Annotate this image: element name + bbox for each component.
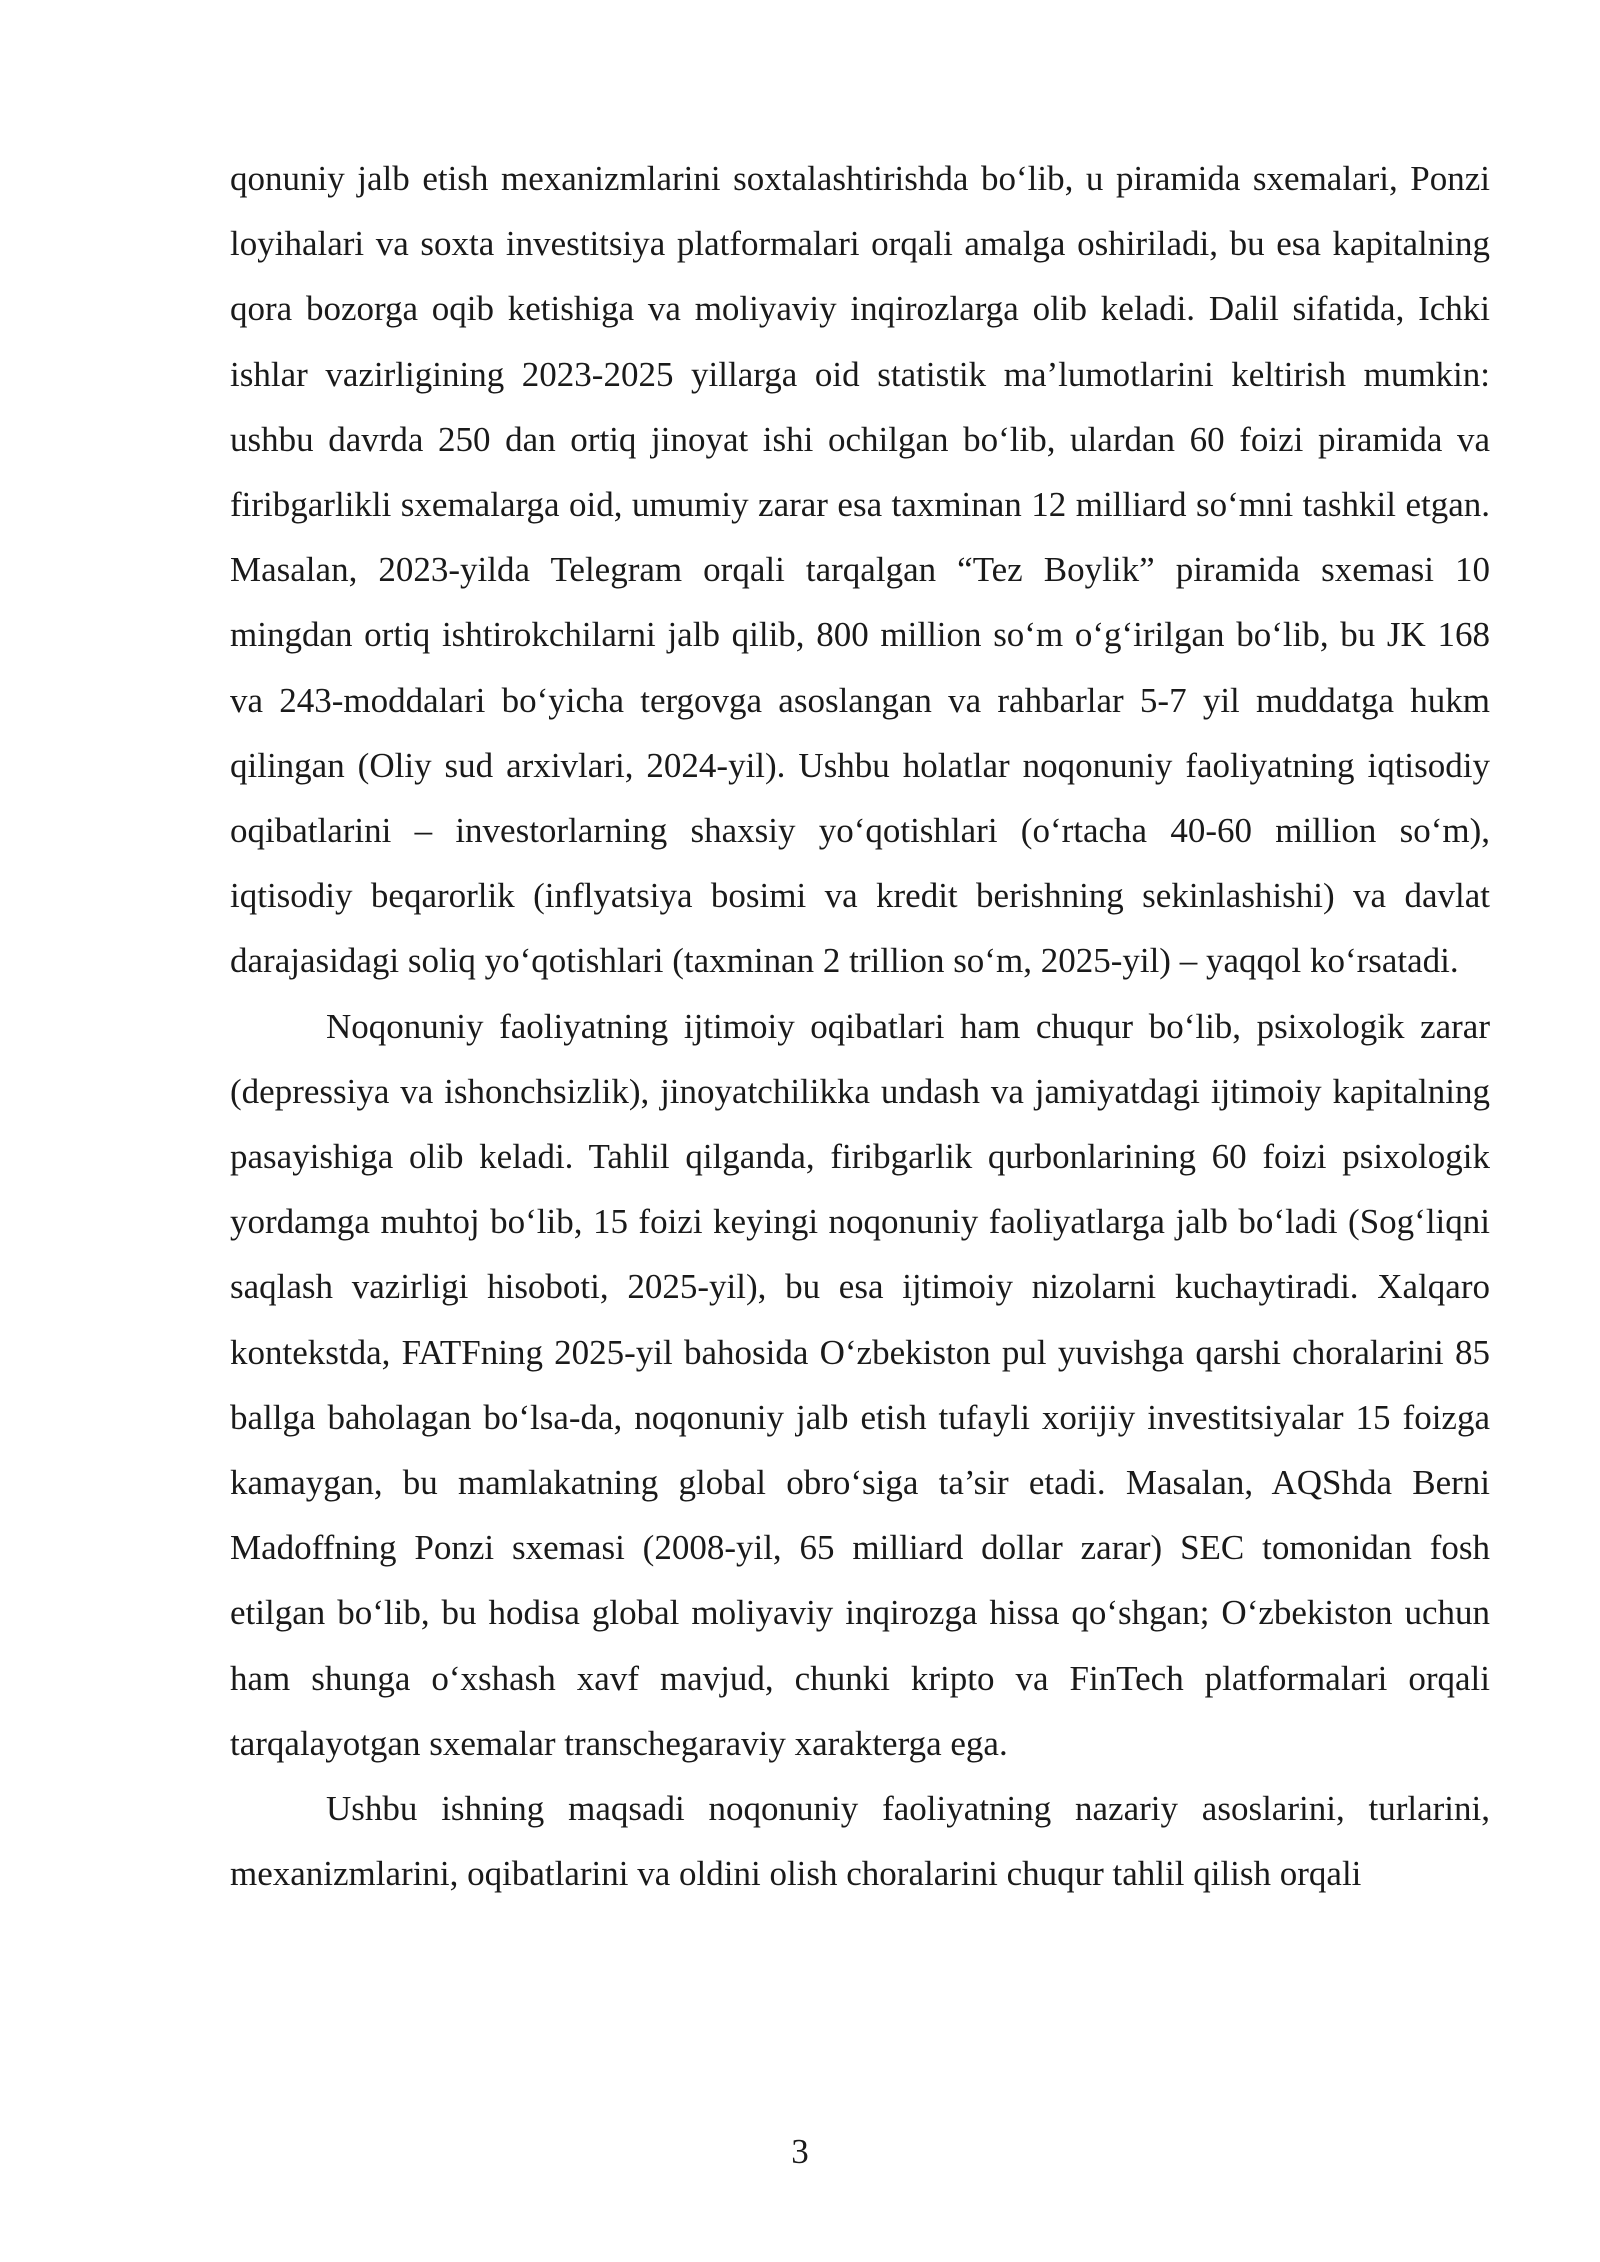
paragraph-continuation: qonuniy jalb etish mexanizmlarini soxtalashtirishda bo‘lib, u piramida sxemalari, Ponzi loyihalari va soxta investitsiya platformalari orqali amalga oshiriladi, bu esa kapitalning qora bozorga oqib ketishiga va moliyaviy inqirozlarga olib keladi. Dalil sifatida, Ichki ishlar vazirligining 2023-2025 yillarga oid statistik ma’lumotlarini keltirish mumkin: ushbu davrda 250 dan ortiq jinoyat ishi ochilgan bo‘lib, ulardan 60 foizi piramida va firibgarlikli sxemalarga oid, umumiy zarar esa taxminan 12 milliard so‘mni tashkil etgan. Masalan, 2023-yilda Telegram orqali tarqalgan “Tez Boylik” piramida sxemasi 10 mingdan ortiq ishtirokchilarni jalb qilib, 800 million so‘m o‘g‘irilgan bo‘lib, bu JK 168 va 243-moddalari bo‘yicha tergovga asoslangan va rahbarlar 5-7 yil muddatga hukm qilingan (Oliy sud arxivlari, 2024-yil). Ushbu holatlar noqonuniy faoliyatning iqtisodiy oqibatlarini – investorlarning shaxsiy yo‘qotishlari (o‘rtacha 40-60 million so‘m), iqtisodiy beqarorlik (inflyatsiya bosimi va kredit berishning sekinlashishi) va davlat darajasidagi soliq yo‘qotishlari (taxminan 2 trillion so‘m, 2025-yil) – yaqqol ko‘rsatadi. xyxy=(230,159,1490,981)
body-text xyxy=(230,146,1490,1906)
paragraph-social-consequences: Noqonuniy faoliyatning ijtimoiy oqibatlari ham chuqur bo‘lib, psixologik zarar (depressiya va ishonchsizlik), jinoyatchilikka undash va jamiyatdagi ijtimoiy kapitalning pasayishiga olib keladi. Tahlil qilganda, firibgarlik qurbonlarining 60 foizi psixologik yordamga muhtoj bo‘lib, 15 foizi keyingi noqonuniy faoliyatlarga jalb bo‘ladi (Sog‘liqni saqlash vazirligi hisoboti, 2025-yil), bu esa ijtimoiy nizolarni kuchaytiradi. Xalqaro kontekstda, FATFning 2025-yil bahosida O‘zbekiston pul yuvishga qarshi choralarini 85 ballga baholagan bo‘lsa-da, noqonuniy jalb etish tufayli xorijiy investitsiyalar 15 foizga kamaygan, bu mamlakatning global obro‘siga ta’sir etadi. Masalan, AQShda Berni Madoffning Ponzi sxemasi (2008-yil, 65 milliard dollar zarar) SEC tomonidan fosh etilgan bo‘lib, bu hodisa global moliyaviy inqirozga hissa qo‘shgan; O‘zbekiston uchun ham shunga o‘xshash xavf mavjud, chunki kripto va FinTech platformalari orqali tarqalayotgan sxemalar transchegaraviy xarakterga ega. xyxy=(230,1006,1490,1763)
paragraph-research-goal: Ushbu ishning maqsadi noqonuniy faoliyatning nazariy asoslarini, turlarini, mexanizmlarini, oqibatlarini va oldini olish choralarini chuqur tahlil qilish orqali xyxy=(230,1789,1490,1894)
page-number: 3 xyxy=(791,2132,809,2171)
